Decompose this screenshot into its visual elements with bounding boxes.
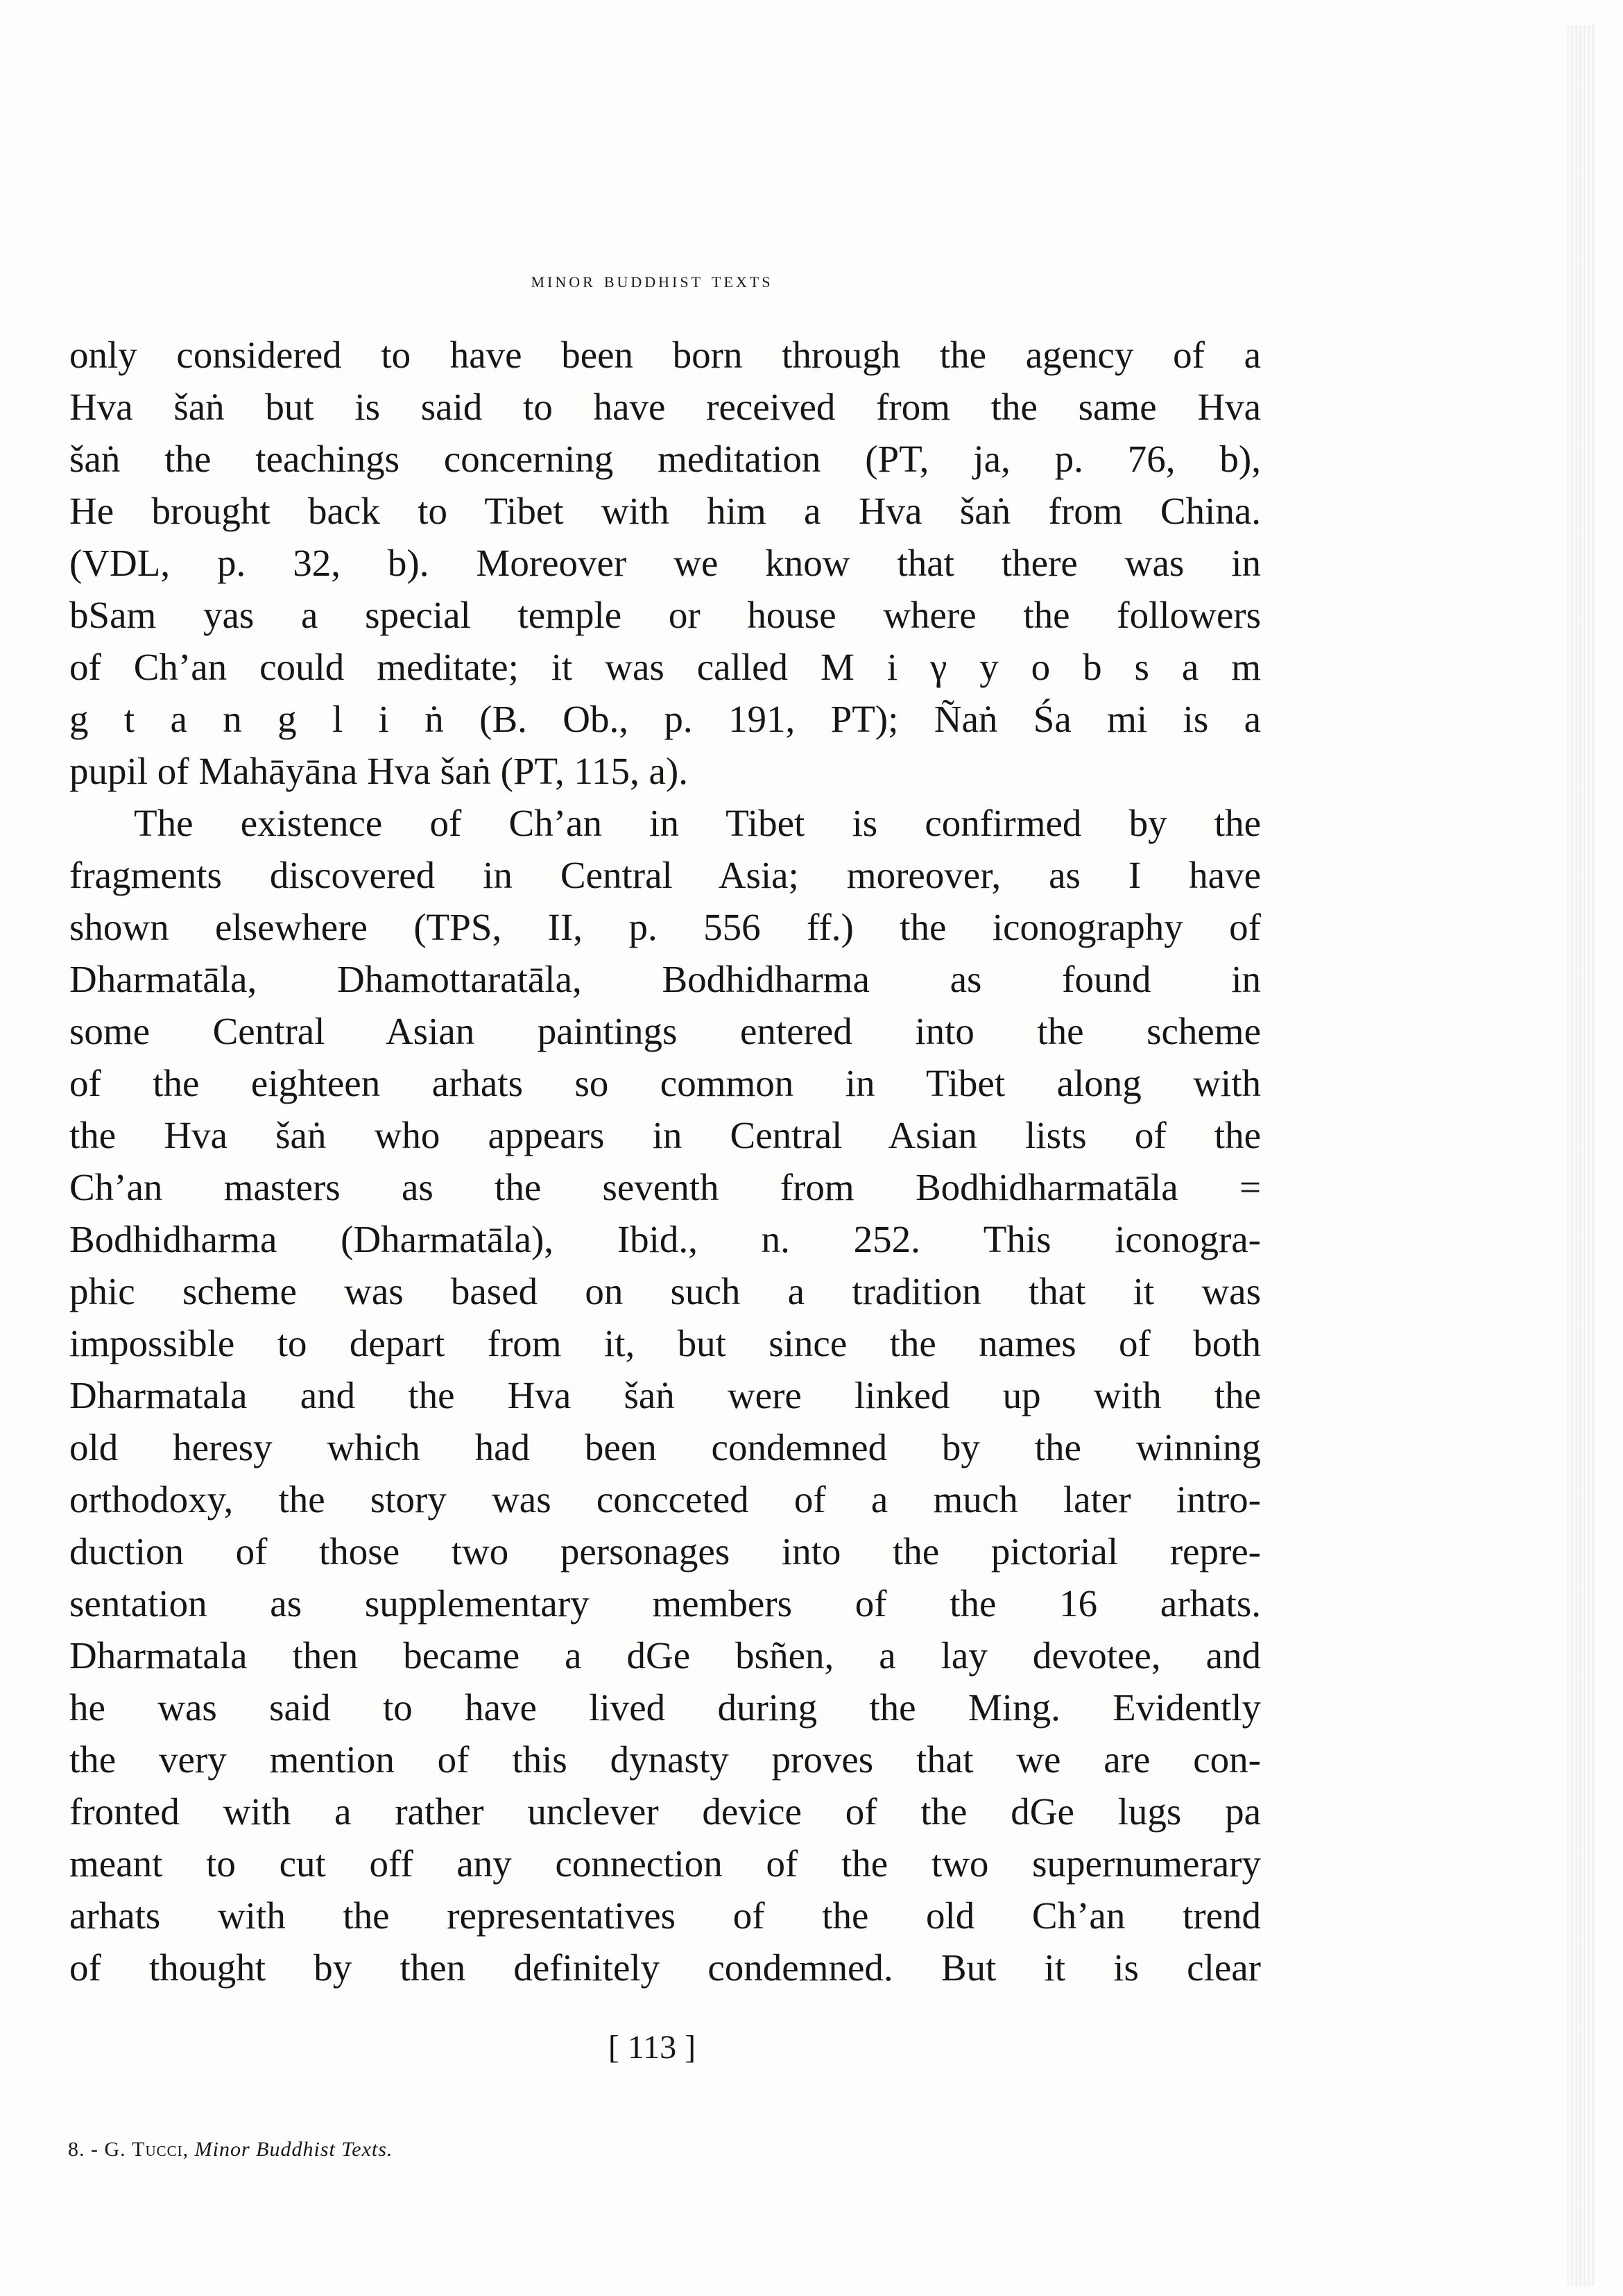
footer-separator: , [182, 2138, 195, 2161]
text-line: duction of those two personages into the pictorial repre- [69, 1530, 1261, 1573]
text-line: the Hva šaṅ who appears in Central Asian lists of the [69, 1114, 1261, 1156]
text-line: meant to cut off any connection of the two supernumerary [69, 1842, 1261, 1885]
text-line: Dharmatala then became a dGe bsñen, a lay devotee, and [69, 1634, 1261, 1677]
text-line: some Central Asian paintings entered into the scheme [69, 1010, 1261, 1052]
running-head: minor buddhist texts [531, 267, 773, 292]
text-line: orthodoxy, the story was concceted of a much later intro- [69, 1478, 1261, 1520]
signature-mark: 8. - G. [68, 2138, 132, 2161]
text-line: Bodhidharma (Dharmatāla), Ibid., n. 252. This iconogra- [69, 1218, 1261, 1260]
body-text [69, 329, 1261, 1994]
text-line: arhats with the representatives of the old Ch’an trend [69, 1894, 1261, 1937]
page-number: [ 113 ] [608, 2029, 696, 2066]
text-line: Dharmatala and the Hva šaṅ were linked up with the [69, 1374, 1261, 1416]
text-line: phic scheme was based on such a tradition that it was [69, 1270, 1261, 1312]
scanned-page-edge [1568, 25, 1595, 2286]
text-line: impossible to depart from it, but since the names of both [69, 1322, 1261, 1364]
text-line: šaṅ the teachings concerning meditation (PT, ja, p. 76, b), [69, 438, 1261, 480]
signature-footer [68, 2138, 393, 2161]
text-line: of thought by then definitely condemned. But it is clear [69, 1946, 1261, 1989]
text-line: fragments discovered in Central Asia; moreover, as I have [69, 854, 1261, 896]
text-line: fronted with a rather unclever device of the dGe lugs pa [69, 1790, 1261, 1833]
text-line: he was said to have lived during the Ming. Evidently [69, 1686, 1261, 1729]
text-line: (VDL, p. 32, b). Moreover we know that there was in [69, 542, 1261, 584]
paragraph-end-line: pupil of Mahāyāna Hva šaṅ (PT, 115, a). [69, 750, 688, 792]
text-line: sentation as supplementary members of the 16 arhats. [69, 1582, 1261, 1625]
footer-author: Tucci [132, 2138, 183, 2161]
text-line: He brought back to Tibet with him a Hva šaṅ from China. [69, 490, 1261, 532]
text-line: the very mention of this dynasty proves that we are con- [69, 1738, 1261, 1781]
text-line: only considered to have been born through the agency of a [69, 334, 1261, 376]
text-line: Ch’an masters as the seventh from Bodhidharmatāla = [69, 1166, 1261, 1208]
text-line: Hva šaṅ but is said to have received from the same Hva [69, 386, 1261, 428]
text-line: Dharmatāla, Dhamottaratāla, Bodhidharma as found in [69, 958, 1261, 1000]
text-line: of Ch’an could meditate; it was called M i γ y o b s a m [69, 646, 1261, 688]
paragraph-start-line: The existence of Ch’an in Tibet is confirmed by the [134, 802, 1261, 844]
footer-book-title: Minor Buddhist Texts. [194, 2138, 393, 2161]
text-line: g t a n g l i ṅ (B. Ob., p. 191, PT); Ñaṅ Śa mi is a [69, 698, 1261, 740]
text-line: bSam yas a special temple or house where the followers [69, 594, 1261, 636]
text-line: old heresy which had been condemned by the winning [69, 1426, 1261, 1468]
text-line: shown elsewhere (TPS, II, p. 556 ff.) the iconography of [69, 906, 1261, 948]
text-line: of the eighteen arhats so common in Tibet along with [69, 1062, 1261, 1104]
